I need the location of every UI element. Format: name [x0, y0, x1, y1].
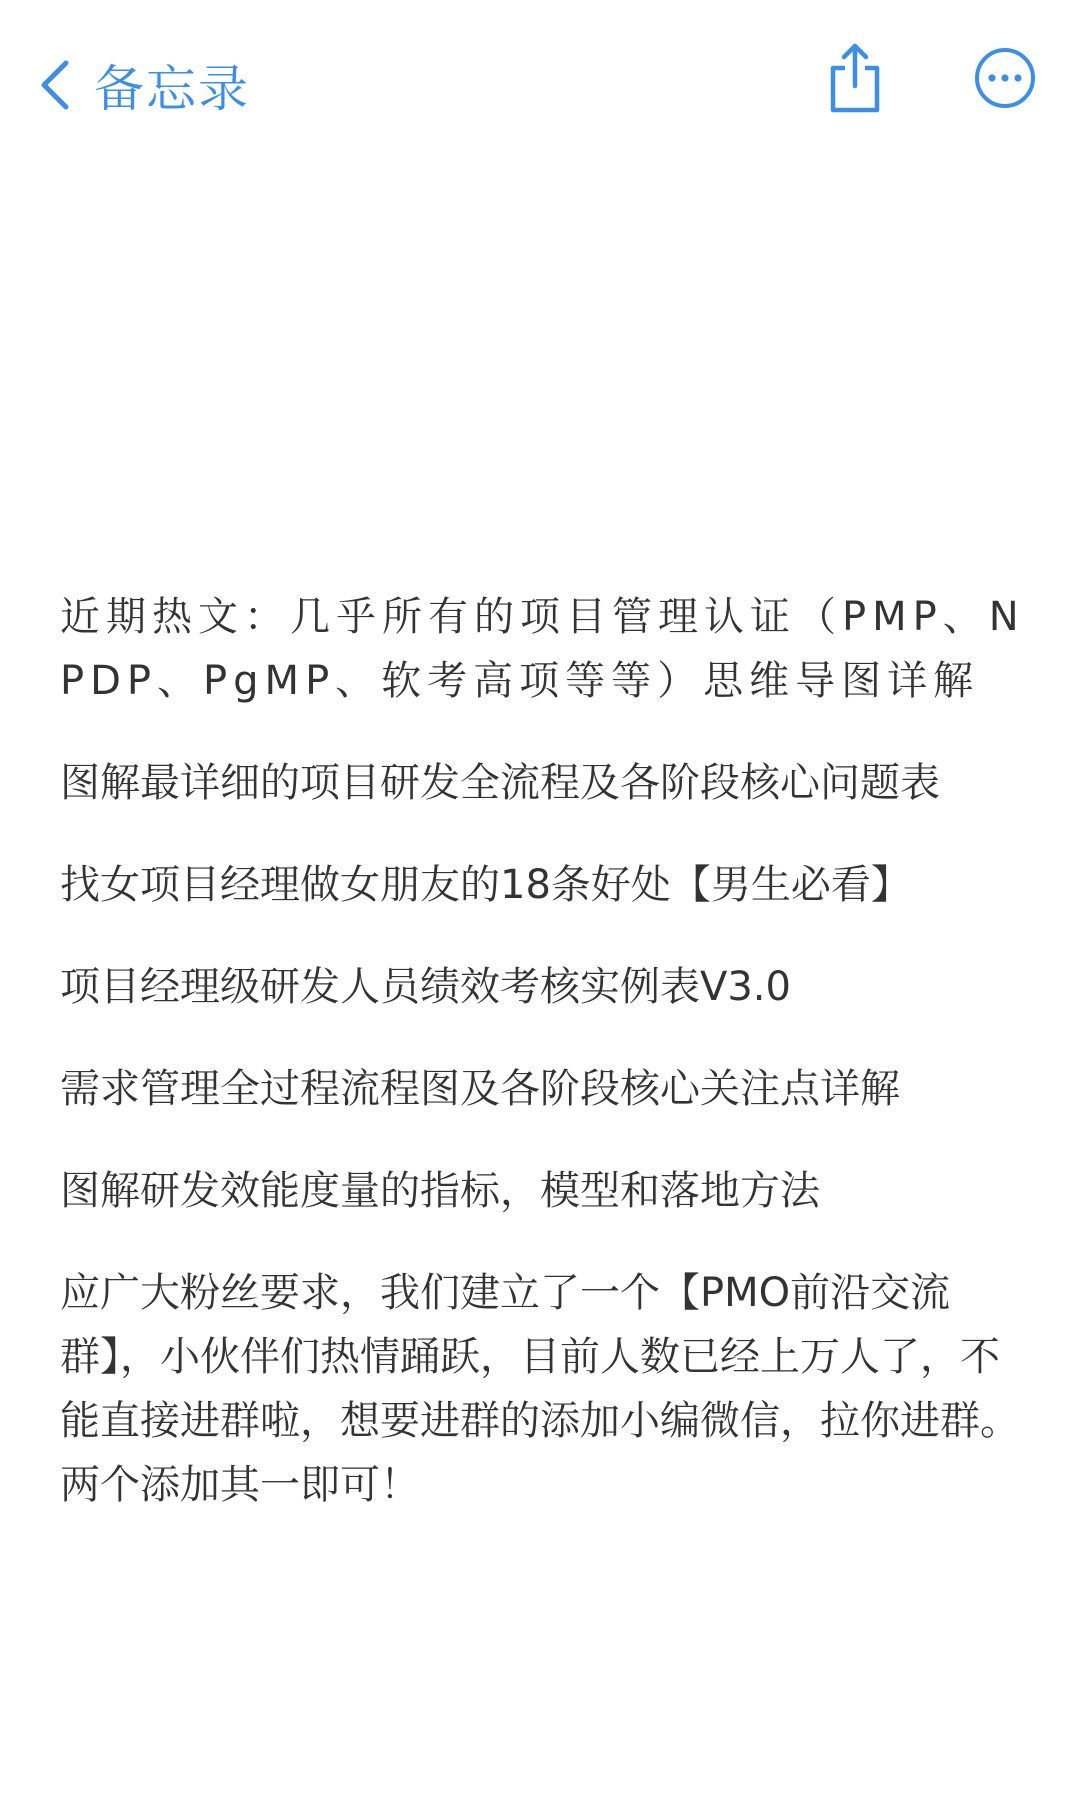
share-icon: [825, 42, 885, 118]
note-paragraph: 应广大粉丝要求，我们建立了一个【PMO前沿交流群】，小伙伴们热情踊跃，目前人数已经上万人了，不能直接进群啦，想要进群的添加小编微信，拉你进群。两个添加其一即可！: [60, 1270, 1020, 1508]
navigation-bar: [0, 0, 1080, 170]
more-button[interactable]: [965, 40, 1045, 120]
back-button[interactable]: [40, 50, 250, 120]
note-paragraph: 图解最详细的项目研发全流程及各阶段核心问题表: [60, 760, 940, 806]
note-paragraph: 近期热文：几乎所有的项目管理认证（PMP、NPDP、PgMP、软考高项等等）思维导图详解: [60, 594, 1025, 704]
note-paragraph: 找女项目经理做女朋友的18条好处【男生必看】: [60, 862, 911, 908]
chevron-left-icon: [40, 60, 70, 110]
note-body[interactable]: [60, 585, 1030, 1555]
more-icon: [973, 46, 1037, 114]
share-button[interactable]: [815, 40, 895, 120]
note-paragraph: 需求管理全过程流程图及各阶段核心关注点详解: [60, 1066, 900, 1112]
note-paragraph: 图解研发效能度量的指标，模型和落地方法: [60, 1168, 820, 1214]
note-paragraph: 项目经理级研发人员绩效考核实例表V3.0: [60, 964, 791, 1010]
back-label: 备忘录: [94, 60, 250, 118]
